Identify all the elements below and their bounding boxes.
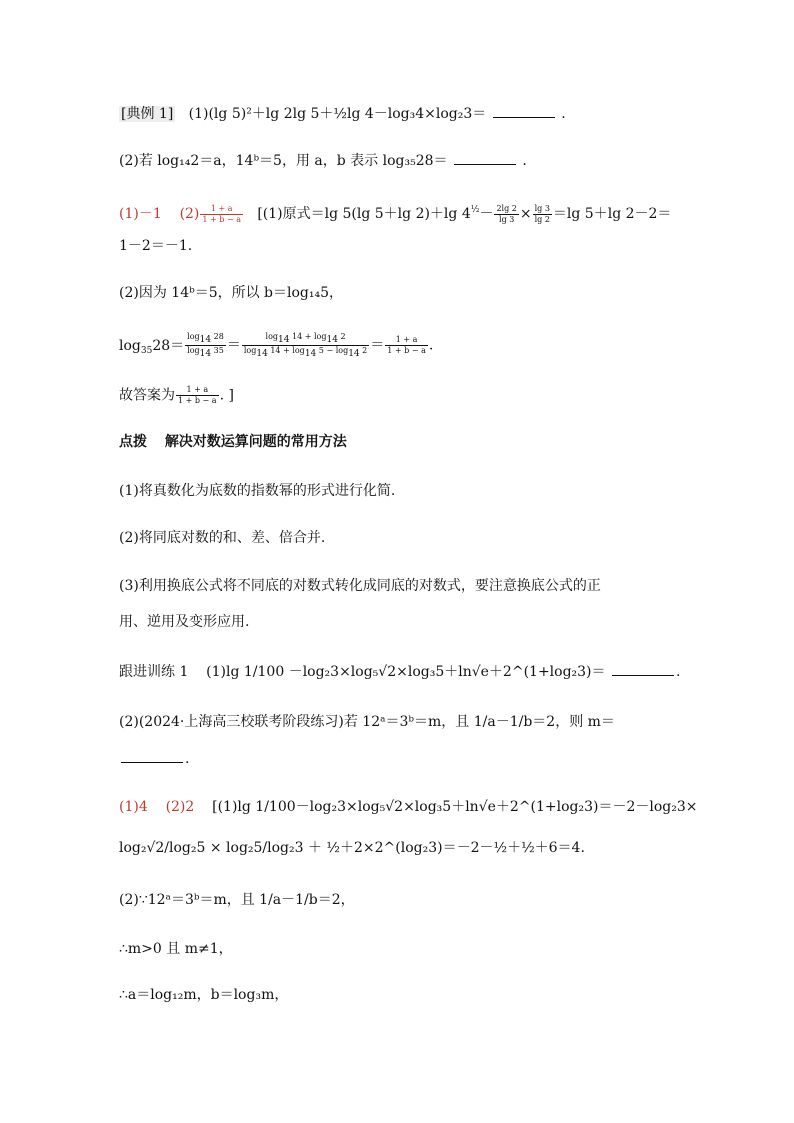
tip-item-2: (2)将同底对数的和、差、倍合并. [119, 530, 326, 546]
answer-fraction-numerator: 1 + a [200, 204, 243, 215]
practice-question-2b [119, 748, 189, 769]
answer-line-3: (2)因为 14ᵇ＝5，所以 b＝log₁₄5， [119, 285, 344, 301]
example-q2-text: (2)若 log₁₄2＝a，14ᵇ＝5，用 a，b 表示 log₃₅28＝ [119, 153, 448, 169]
tip-item-1: (1)将真数化为底数的指数幂的形式进行化简. [119, 483, 396, 499]
example-question-2 [119, 150, 527, 171]
answer2-part-1: (1)4 [119, 799, 148, 815]
answer2-part-2: (2)2 [165, 799, 195, 815]
answer2-solution-1: [(1)lg 1/100－log₂3×log₅√2×log₃5＋ln√e＋2^(1+log₂3)＝－2－log₂3× [212, 799, 698, 815]
answer-part-1: (1)－1 [119, 206, 162, 222]
frac-log14-28-35: $\frac{\log_{14} 28}{\log_{14} 35}$ [187, 332, 224, 359]
answer-line-5 [119, 385, 234, 406]
example-q1-end: . [561, 106, 566, 122]
solution-intro: [(1)原式＝lg 5(lg 5＋lg 2)＋lg 4 [257, 206, 471, 222]
example-q2-end: . [522, 153, 527, 169]
answer-blank-4 [121, 748, 183, 763]
tip-title: 解决对数运算问题的常用方法 [164, 434, 347, 450]
practice-q1-text: (1)lg 1/100 －log₂3×log₅√2×log₃5＋ln√e＋2^(1+log₂3)＝ [206, 664, 606, 680]
answer-fraction [200, 204, 243, 225]
answer2-line-4: ∴m>0 且 m≠1， [119, 941, 233, 957]
answer2-line-2: log₂√2/log₂5 × log₂5/log₂3 ＋ ½＋2×2^(log₂3)＝－2－½＋½＋6＝4. [119, 840, 585, 856]
answer2-line-1 [119, 797, 698, 817]
conclusion-fraction: $\frac{1 + a}{1 + b - a}$ [178, 385, 217, 405]
answer2-line-3: (2)∵12ᵃ＝3ᵇ＝m，且 1/a－1/b＝2， [119, 892, 355, 908]
tip-label: 点拨 [119, 434, 147, 450]
answer-blank-2 [454, 150, 516, 165]
answer-conclusion: 故答案为 [119, 387, 175, 404]
answer2-line-5: ∴a＝log₁₂m，b＝log₃m， [119, 987, 289, 1003]
answer-fraction-denominator: 1 + b − a [202, 214, 241, 224]
tip-item-3b: 用、逆用及变形应用. [119, 614, 250, 630]
practice-q2-end: . [185, 751, 190, 767]
answer-part-2: (2) [179, 206, 200, 222]
example-tag: [典例 1] [121, 106, 174, 122]
conclusion-end: . ] [219, 387, 234, 404]
example-q1-text: (1)(lg 5)²＋lg 2lg 5＋½lg 4－log₃4×log₂3＝ [188, 106, 487, 122]
frac-lg3-lg2: $\frac{\lg 3}{\lg 2}$ [534, 203, 550, 224]
practice-question-2: (2)(2024·上海高三校联考阶段练习)若 12ᵃ＝3ᵇ＝m，且 1/a－1/b＝2，则 m＝ [119, 714, 615, 730]
log35-28: $\log_{35}28=$ [119, 337, 185, 356]
frac-result: $\frac{1 + a}{1 + b - a}$ [387, 335, 426, 355]
tip-heading [119, 432, 347, 452]
times-sign: × [519, 206, 532, 222]
answer-line-4: $\log_{35}28=$ $\frac{\log_{14} 28}{\log_{14} 35}$ ＝ $\frac{\log_{14} 14 + \log_{14} 2}{\log_{14} 14 + \log_{14} 5 - \log_{14} 2}$ ＝ $\frac{1 + a}{1 + b - a}$ . [119, 332, 434, 359]
minus-sign: － [479, 206, 494, 222]
answer-blank-1 [493, 103, 555, 118]
practice-question-1: 跟进训练 1 (1)lg 1/100 －log₂3×log₅√2×log₃5＋ln√e＋2^(1+log₂3)＝ . [119, 661, 680, 682]
tip-item-3a: (3)利用换底公式将不同底的对数式转化成同底的对数式，要注意换底公式的正 [119, 578, 601, 594]
frac-2lg2-lg3: $\frac{2\lg 2}{\lg 3}$ [496, 203, 517, 224]
exp-half: ½ [470, 205, 480, 215]
practice-label: 跟进训练 1 [119, 664, 189, 680]
solution-tail: ＝lg 5＋lg 2－2＝ [552, 206, 672, 222]
answer-line-2: 1－2＝－1. [119, 238, 193, 254]
answer-line-1 [119, 200, 671, 225]
answer-blank-3 [612, 661, 674, 676]
example-question-1 [119, 103, 566, 124]
frac-expanded: $\frac{\log_{14} 14 + \log_{14} 2}{\log_{14} 14 + \log_{14} 5 - \log_{14} 2}$ [243, 332, 368, 359]
